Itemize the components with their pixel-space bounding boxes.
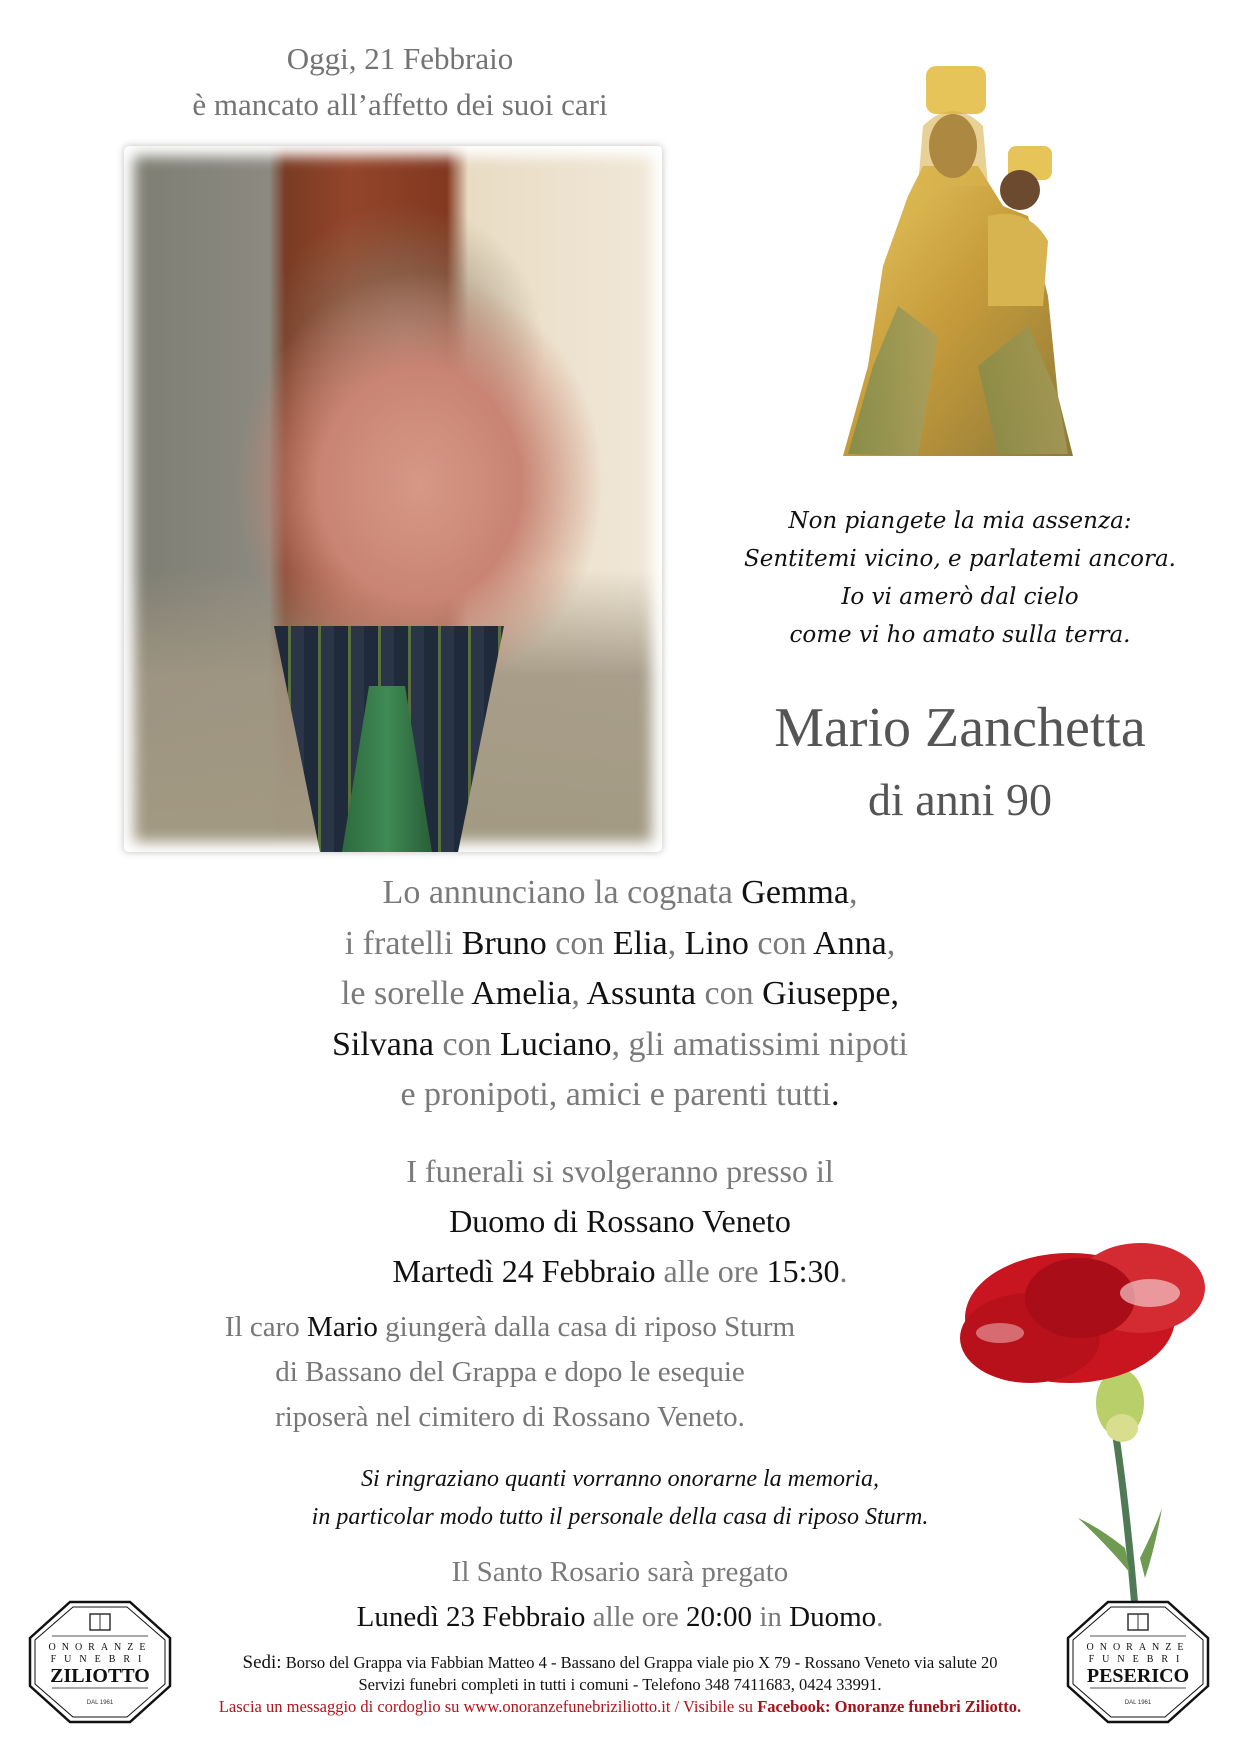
announcement-line: [200, 919, 1040, 970]
text: le sorelle: [340, 975, 472, 1012]
text: con: [433, 1025, 501, 1063]
text: i fratelli: [344, 924, 462, 962]
family-name: Giuseppe,: [762, 975, 900, 1012]
rosary-datetime: [240, 1595, 1000, 1640]
family-name: Elia: [612, 924, 668, 962]
logo-funebri: FUNEBRI: [1088, 1654, 1188, 1665]
announcement-line: [200, 969, 1040, 1020]
funeral-time: 15:30: [766, 1253, 840, 1289]
footer-message: [150, 1696, 1090, 1718]
family-name: Assunta: [586, 975, 697, 1012]
logo-name: PESERICO: [1086, 1665, 1190, 1687]
text: con: [748, 924, 814, 962]
death-announcement-header: [100, 36, 700, 128]
family-announcement: [200, 868, 1040, 1121]
portrait-photo: [124, 146, 662, 852]
family-name: Bruno: [461, 924, 547, 962]
footer-contacts: [150, 1652, 1090, 1718]
text: ,: [571, 975, 587, 1012]
rosary-details: [240, 1550, 1000, 1640]
thanks-message: [200, 1460, 1040, 1536]
deceased-age: di anni 90: [868, 774, 1052, 825]
family-name: Lino: [684, 924, 749, 962]
deceased-name: Mario Zanchetta: [774, 697, 1146, 759]
rosary-date: Lunedì 23 Febbraio: [356, 1601, 586, 1633]
date-line: Oggi, 21 Febbraio: [286, 41, 514, 76]
footer-services: Servizi funebri completi in tutti i comuni - Telefono 348 7411683, 0424 33991.: [358, 1675, 882, 1694]
passed-away-line: è mancato all’affetto dei suoi cari: [192, 87, 608, 122]
text: .: [839, 1253, 848, 1289]
funeral-datetime: [240, 1246, 1000, 1296]
text: e pronipoti, amici e parenti tutti: [400, 1076, 832, 1113]
text: Il caro: [224, 1311, 308, 1343]
thanks-line: Si ringraziano quanti vorranno onorarne la memoria,: [360, 1466, 879, 1492]
funeral-details: [240, 1146, 1000, 1296]
red-carnation-image: [950, 1228, 1210, 1608]
logo-onoranze: ONORANZE: [1086, 1642, 1190, 1653]
memorial-poem: [700, 502, 1220, 654]
announcement-line: [200, 1020, 1040, 1071]
footer-locations: [150, 1652, 1090, 1674]
rosary-intro: Il Santo Rosario sarà pregato: [451, 1556, 789, 1588]
rosary-time: 20:00: [686, 1601, 753, 1633]
sedi-addresses: Borso del Grappa via Fabbian Matteo 4 - Bassano del Grappa viale pio X 79 - Rossano Veneto via salute 20: [281, 1653, 998, 1672]
madonna-statue-image: [828, 66, 1078, 462]
arrival-line: di Bassano del Grappa e dopo le esequie: [275, 1356, 745, 1388]
logo-onoranze: ONORANZE: [48, 1642, 152, 1653]
arrival-line: riposerà nel cimitero di Rossano Veneto.: [275, 1401, 745, 1433]
text: giungerà dalla casa di riposo Sturm: [377, 1311, 796, 1343]
funeral-intro: I funerali si svolgeranno presso il: [406, 1153, 834, 1189]
deceased-first-name: Mario: [307, 1311, 378, 1343]
text: alle ore: [655, 1253, 767, 1289]
arrival-line: [120, 1305, 900, 1350]
sedi-label: Sedi:: [242, 1652, 282, 1673]
family-name: Gemma: [741, 874, 849, 911]
poem-line: come vi ho amato sulla terra.: [789, 622, 1131, 648]
text: .: [876, 1601, 884, 1633]
text: Lo annunciano la cognata: [382, 874, 742, 911]
family-name: Anna: [813, 924, 887, 962]
family-name: Amelia: [471, 975, 572, 1012]
poem-line: Io vi amerò dal cielo: [841, 584, 1079, 610]
family-name: Silvana: [331, 1025, 434, 1063]
text: ,: [848, 874, 858, 911]
text: in: [752, 1601, 790, 1633]
facebook-link[interactable]: Facebook: Onoranze funebri Ziliotto.: [757, 1697, 1022, 1716]
funeral-date: Martedì 24 Febbraio: [392, 1253, 656, 1289]
rosary-location: Duomo: [789, 1601, 877, 1633]
announcement-line: [200, 868, 1040, 919]
logo-name: ZILIOTTO: [50, 1665, 150, 1687]
text: alle ore: [585, 1601, 686, 1633]
logo-since: DAL 1961: [86, 1700, 114, 1706]
text: .: [831, 1076, 840, 1113]
text: ,: [886, 924, 896, 962]
logo-funebri: FUNEBRI: [50, 1654, 150, 1665]
poem-line: Non piangete la mia assenza:: [788, 508, 1132, 534]
thanks-line: in particolar modo tutto il personale della casa di riposo Sturm.: [311, 1504, 929, 1530]
condolence-link-text[interactable]: Lascia un messaggio di cordoglio su www.onoranzefunebriziliotto.it / Visibile su: [218, 1697, 758, 1716]
logo-since: DAL 1961: [1124, 1700, 1152, 1706]
text: ,: [667, 924, 685, 962]
arrival-details: [120, 1305, 900, 1440]
text: , gli amatissimi nipoti: [611, 1025, 909, 1063]
announcement-line: [200, 1070, 1040, 1121]
poem-line: Sentitemi vicino, e parlatemi ancora.: [743, 546, 1176, 572]
text: con: [696, 975, 763, 1012]
funeral-location: Duomo di Rossano Veneto: [449, 1203, 791, 1239]
family-name: Luciano: [500, 1025, 612, 1063]
text: con: [546, 924, 613, 962]
